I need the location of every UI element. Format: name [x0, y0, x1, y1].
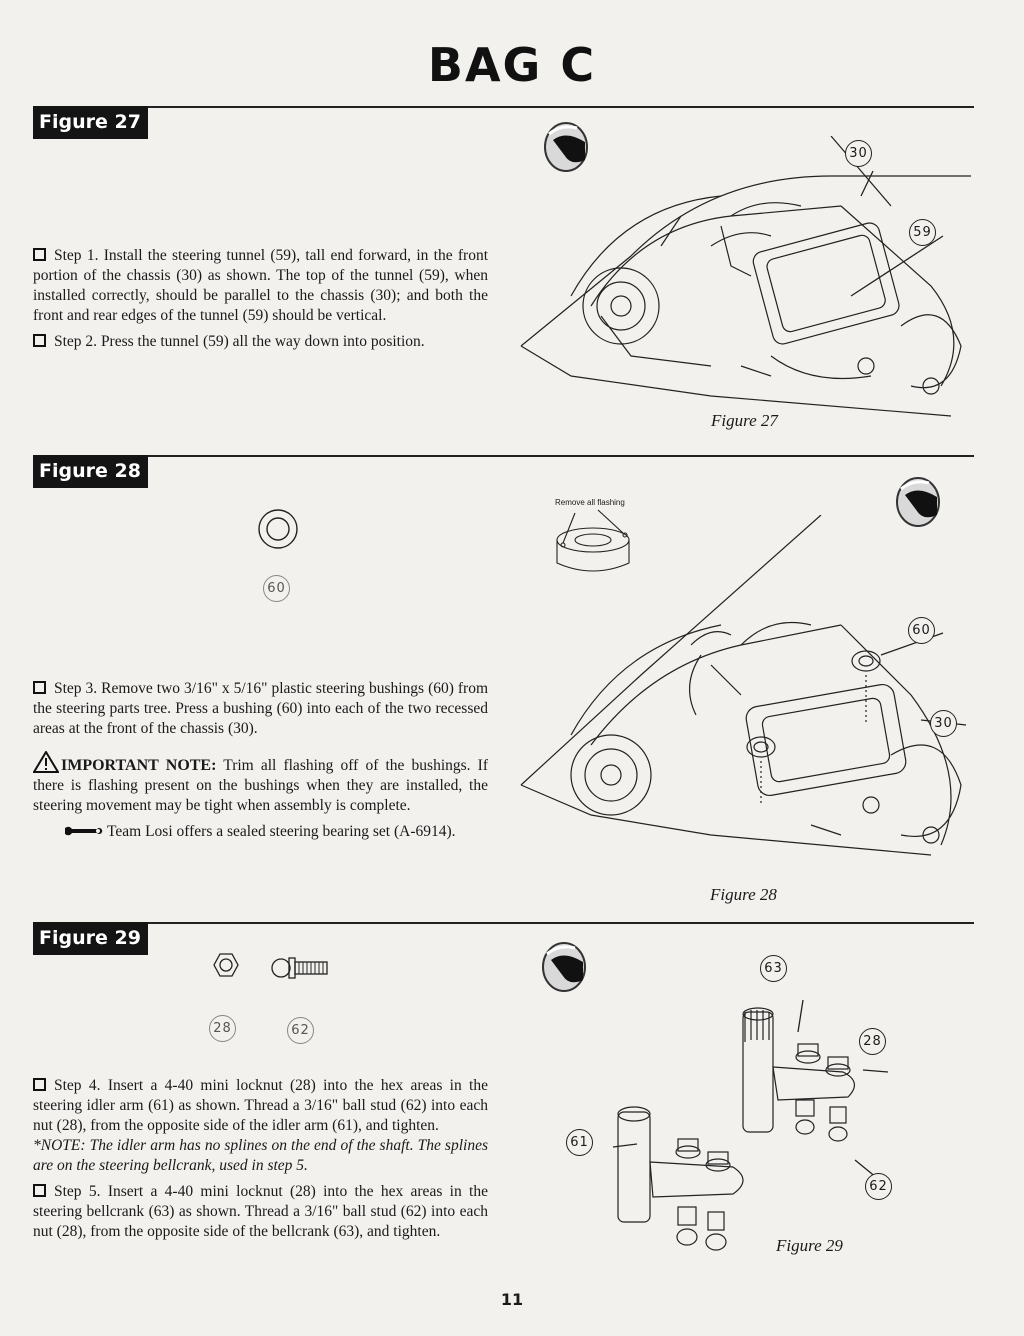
- figure-28-section: [33, 455, 974, 920]
- callout-30: 30: [930, 710, 957, 737]
- warning-icon: [33, 751, 59, 773]
- figure-29-caption: Figure 29: [776, 1236, 843, 1255]
- page-number: 11: [500, 1290, 524, 1309]
- callout-63: 63: [760, 955, 787, 982]
- callout-28: 28: [859, 1028, 886, 1055]
- callout-60: 60: [908, 617, 935, 644]
- figure-27-text: [33, 246, 488, 358]
- callout-59: 59: [909, 219, 936, 246]
- callout-62: 62: [865, 1173, 892, 1200]
- step-3: Step 3. Remove two 3/16" x 5/16" plastic steering bushings (60) from the steering parts tree. Press a bushing (60) into each of the two recessed areas at the front of the chassis (30).: [33, 680, 488, 737]
- callout-61: 61: [566, 1129, 593, 1156]
- ball-stud-part-icon: [271, 954, 331, 980]
- step-2: Step 2. Press the tunnel (59) all the way down into position.: [33, 332, 488, 352]
- part-callout-60: 60: [263, 575, 290, 602]
- figure-29-text: [33, 1076, 488, 1248]
- idler-arm-note: *NOTE: The idler arm has no splines on the end of the shaft. The splines are on the steering bellcrank, used in step 5.: [33, 1137, 488, 1174]
- important-note: IMPORTANT NOTE: Trim all flashing off of the bushings. If there is flashing present on the bushings when they are installed, the steering movement may be tight when assembly is complete.: [33, 751, 488, 816]
- step-1: Step 1. Install the steering tunnel (59), tall end forward, in the front portion of the chassis (30) as shown. The top of the tunnel (59), when installed correctly, should be parallel to the chassis (30); and both the front and rear edges of the tunnel (59) should be vertical.: [33, 247, 489, 324]
- figure-27-drawing: [511, 136, 971, 426]
- part-callout-62: 62: [287, 1017, 314, 1044]
- figure-28-drawing: [511, 515, 971, 885]
- step-3-checkbox[interactable]: [33, 681, 46, 694]
- figure-28-caption: Figure 28: [710, 885, 777, 904]
- section-divider: [33, 106, 974, 108]
- page-title: BAG C: [427, 38, 597, 92]
- part-callout-28: 28: [209, 1015, 236, 1042]
- step-1-checkbox[interactable]: [33, 248, 46, 261]
- figure-29-tab: Figure 29: [33, 922, 148, 955]
- helmet-icon: [539, 940, 589, 994]
- step-2-checkbox[interactable]: [33, 334, 46, 347]
- step-5: Step 5. Insert a 4-40 mini locknut (28) into the hex areas in the steering bellcrank (63) as shown. Thread a 3/16" ball stud (62) into each nut (28), from the opposite side of the bellcrank (63), and tighten.: [33, 1183, 488, 1240]
- section-divider: [33, 922, 974, 924]
- figure-28-tab: Figure 28: [33, 455, 148, 488]
- step-4: Step 4. Insert a 4-40 mini locknut (28) into the hex areas in the steering idler arm (61) as shown. Thread a 3/16" ball stud (62) into each nut (28), from the opposite side of the idler arm (61), and tighten.: [33, 1077, 488, 1134]
- figure-27-section: [33, 106, 974, 451]
- step-5-checkbox[interactable]: [33, 1184, 46, 1197]
- figure-29-section: [33, 922, 974, 1287]
- wrench-icon: [63, 825, 103, 837]
- section-divider: [33, 455, 974, 457]
- figure-29-drawing: [593, 982, 913, 1272]
- flashing-label: Remove all flashing: [555, 498, 625, 507]
- figure-28-text: [33, 679, 488, 848]
- bushing-part-icon: [257, 508, 299, 550]
- locknut-part-icon: [213, 952, 239, 978]
- figure-27-caption: Figure 27: [711, 411, 778, 430]
- step-4-checkbox[interactable]: [33, 1078, 46, 1091]
- callout-30: 30: [845, 140, 872, 167]
- tip-note: Team Losi offers a sealed steering bearing set (A-6914).: [33, 822, 488, 842]
- figure-27-tab: Figure 27: [33, 106, 148, 139]
